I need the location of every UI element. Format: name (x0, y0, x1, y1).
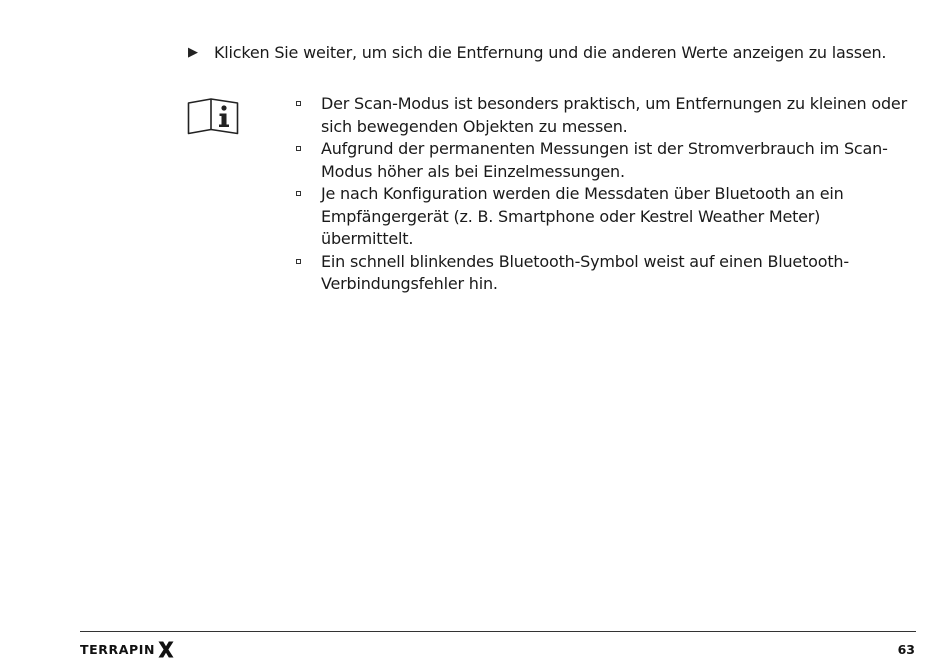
brand-logo (80, 640, 174, 658)
info-book-icon (187, 97, 239, 135)
bullet-square-icon (295, 93, 321, 115)
brand-name: TERRAPIN (80, 641, 156, 657)
bullet-square-icon (295, 251, 321, 273)
page-number: 63 (897, 642, 915, 657)
terrapin-x-logo-icon (158, 641, 174, 658)
footer-divider (80, 631, 916, 632)
instruction-step (188, 42, 908, 64)
list-item (295, 251, 915, 296)
note-text: Ein schnell blinkendes Bluetooth-Symbol weist auf einen Bluetooth-Verbindungsfehler hin. (321, 251, 849, 293)
step-arrow-icon: ▶ (188, 45, 198, 60)
list-item (295, 138, 915, 183)
info-notes-list (295, 93, 915, 296)
note-text: Aufgrund der permanenten Messungen ist der Stromverbrauch im Scan-Modus höher als bei Einzelmessungen. (321, 139, 888, 181)
bullet-square-icon (295, 138, 321, 160)
list-item (295, 93, 915, 138)
note-text: Der Scan-Modus ist besonders praktisch, um Entfernungen zu kleinen oder sich bewegenden Objekten zu messen. (321, 94, 907, 136)
bullet-square-icon (295, 183, 321, 205)
note-text: Je nach Konfiguration werden die Messdaten über Bluetooth an ein Empfängergerät (z. B. Smartphone oder Kestrel Weather Meter) übermittelt. (321, 184, 844, 248)
list-item (295, 183, 915, 251)
step-text: Klicken Sie weiter, um sich die Entfernung und die anderen Werte anzeigen zu lassen. (214, 43, 887, 62)
